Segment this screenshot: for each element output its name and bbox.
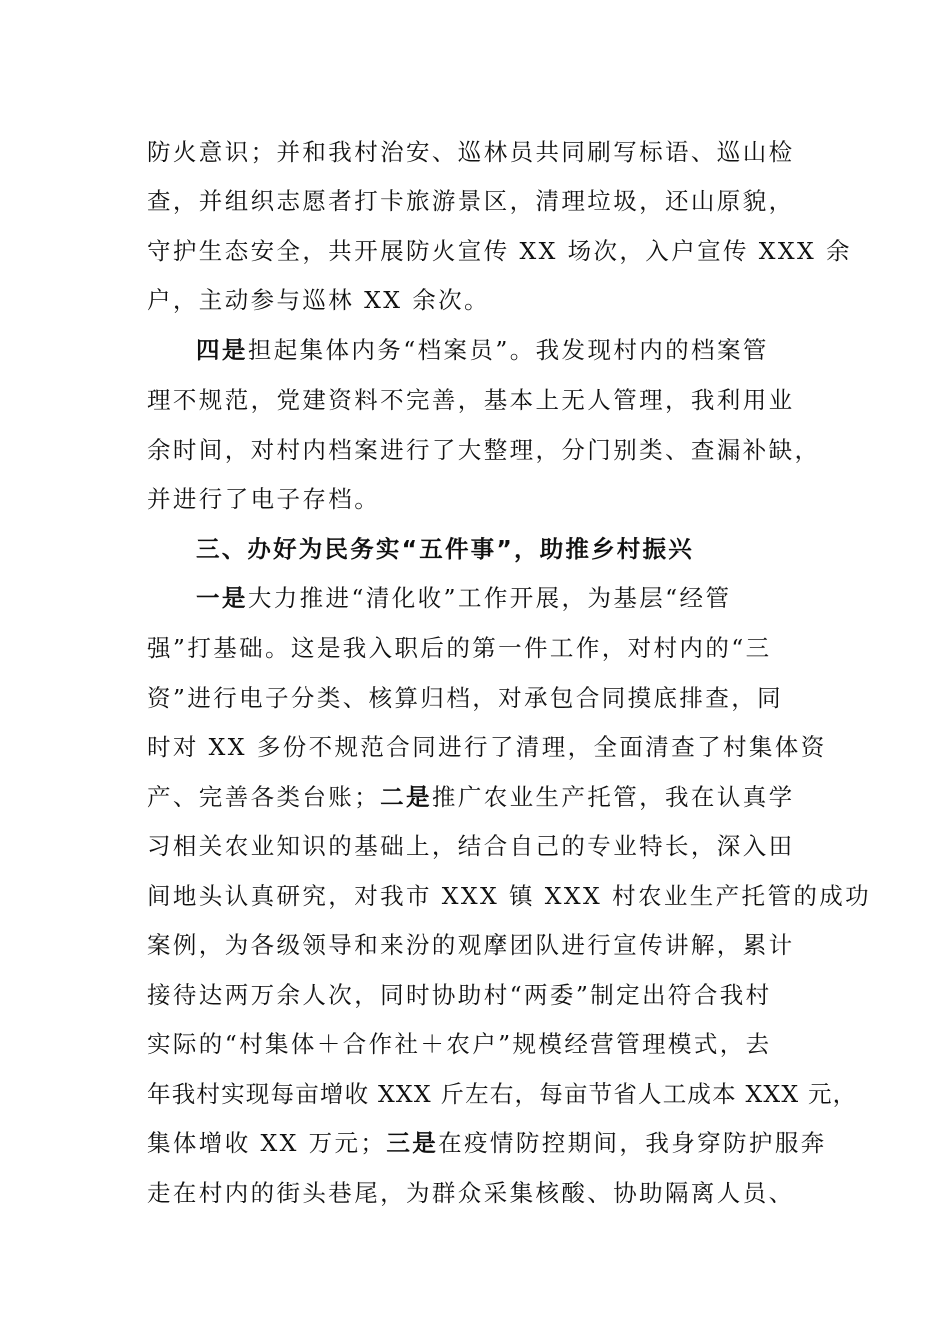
text-span: 产、完善各类台账； [147,783,381,811]
text-line: 理不规范，党建资料不完善，基本上无人管理，我利用业 [147,386,795,414]
text-line: 走在村内的街头巷尾，为群众采集核酸、协助隔离人员、 [147,1179,795,1207]
text-span: 在疫情防控期间，我身穿防护服奔 [438,1129,827,1157]
text-line: 案例，为各级领导和来汾的观摩团队进行宣传讲解，累计 [147,931,795,959]
text-line: 并进行了电子存档。 [147,485,381,513]
text-span: 大力推进“清化收”工作开展，为基层“经管 [247,584,732,612]
section-heading: 三、办好为民务实“五件事”，助推乡村振兴 [196,535,694,563]
bold-lead: 一是 [196,584,248,612]
text-line: 实际的“村集体＋合作社＋农户”规模经营管理模式，去 [147,1030,772,1058]
text-line: 时对 XX 多份不规范合同进行了清理，全面清查了村集体资 [147,733,827,761]
bold-lead: 四是 [196,336,248,364]
text-span: 推广农业生产托管，我在认真学 [431,783,795,811]
text-line [196,583,731,613]
text-line: 余时间，对村内档案进行了大整理，分门别类、查漏补缺， [147,436,821,464]
bold-lead: 二是 [380,783,432,811]
text-line [147,1128,827,1158]
bold-lead: 三是 [386,1129,439,1157]
text-line: 防火意识；并和我村治安、巡林员共同刷写标语、巡山检 [147,138,795,166]
text-line: 年我村实现每亩增收 XXX 斤左右，每亩节省人工成本 XXX 元， [147,1080,858,1108]
text-line: 户，主动参与巡林 XX 余次。 [147,286,490,314]
text-line [147,782,795,812]
text-line: 强”打基础。这是我入职后的第一件工作，对村内的“三 [147,634,772,662]
text-span: 担起集体内务“档案员”。我发现村内的档案管 [247,336,769,364]
text-line [196,335,769,365]
text-line: 守护生态安全，共开展防火宣传 XX 场次，入户宣传 XXX 余 [147,237,852,265]
text-line: 习相关农业知识的基础上，结合自己的专业特长，深入田 [147,832,795,860]
text-line: 接待达两万余人次，同时协助村“两委”制定出符合我村 [147,981,772,1009]
text-line: 查，并组织志愿者打卡旅游景区，清理垃圾，还山原貌， [147,187,795,215]
text-span: 集体增收 XX 万元； [147,1129,387,1157]
text-line: 资”进行电子分类、核算归档，对承包合同摸底排查，同 [147,684,784,712]
text-line: 间地头认真研究，对我市 XXX 镇 XXX 村农业生产托管的成功 [147,882,872,910]
